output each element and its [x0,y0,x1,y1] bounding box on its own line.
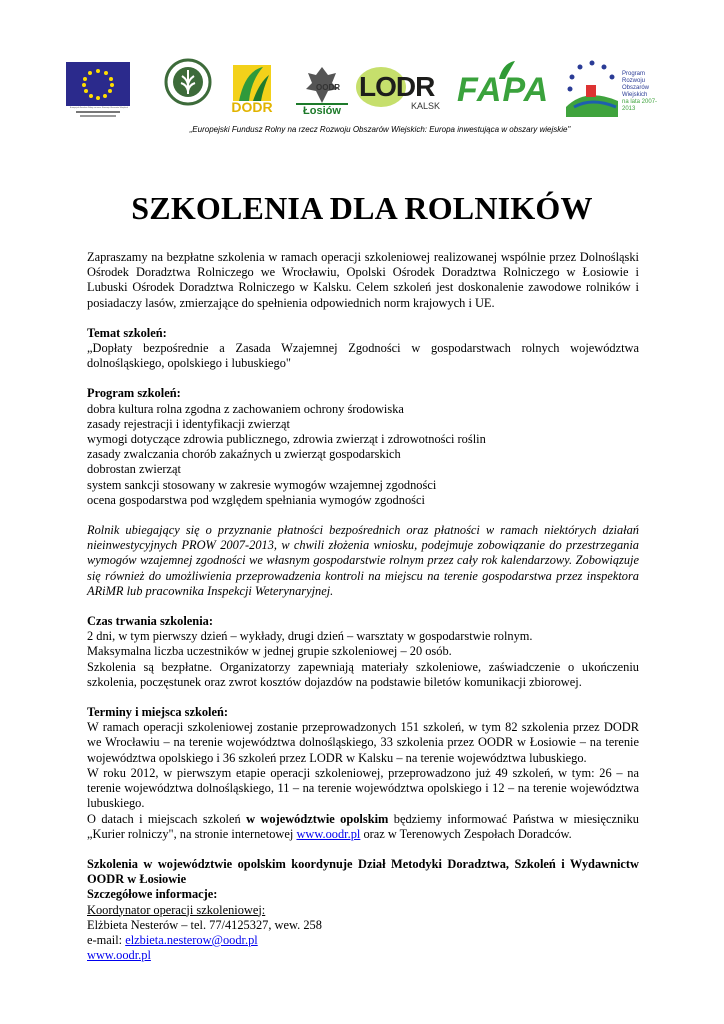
program-item: zasady rejestracji i identyfikacji zwierząt [87,416,290,431]
terms-paragraph-3 [87,812,639,842]
email-link[interactable]: elzbieta.nesterow@oodr.pl [125,932,258,947]
page-title: SZKOLENIA DLA ROLNIKÓW [131,190,593,226]
terms-p3-bold: w województwie opolskim [246,811,389,826]
fapa-label: FAPA [457,71,550,109]
terms-paragraph-2: W roku 2012, w pierwszym etapie operacji szkoleniowej, przeprowadzono już 49 szkoleń, w tym: 26 – na terenie województwa dolnośląskiego, 11 – na terenie województwa opolskiego i 12 – na terenie województwa lubuskiego. [87,765,639,811]
program-heading-text: Program szkoleń: [87,386,181,401]
prow-line-4: Wiejskich [622,92,648,98]
losiow-label: Łosiów [296,103,348,117]
program-item: zasady zwalczania chorób zakaźnych u zwierząt gospodarskich [87,447,401,462]
prow-line-2: Rozwoju [622,78,646,84]
prow-line-3: Obszarów [622,85,650,91]
duration-heading [87,614,639,629]
program-item: system sankcji stosowany w zakresie wymogów wzajemnej zgodności [87,477,437,492]
duration-line-1: 2 dni, w tym pierwszy dzień – wykłady, drugi dzień – warsztaty w gospodarstwie rolnym. [87,629,533,644]
logo-bar [0,55,724,125]
lodr-logo [355,65,441,113]
program-item: ocena gospodarstwa pod względem spełniania wymogów zgodności [87,492,425,507]
topic-heading-text: Temat szkoleń: [87,325,167,340]
intro-paragraph: Zapraszamy na bezpłatne szkolenia w ramach operacji szkoleniowej realizowanej wspólnie przez Dolnośląski Ośrodek Doradztwa Rolniczego we Wrocławiu, Opolski Ośrodek Doradztwa Rolniczego w Łosiowie i Lubuski Ośrodek Doradztwa Rolniczego w Kalsku. Celem szkoleń jest doskonalenie zawodowe rolników i posiadaczy lasów, zmierzające do spełnienia odpowiednich norm krajowych i UE. [87,250,639,310]
oodr-label: OODR [316,83,340,92]
dodr-label: DODR [231,99,273,115]
duration-line-2: Maksymalna liczba uczestników w jednej grupie szkoleniowej – 20 osób. [87,644,452,659]
prow-text [622,71,660,113]
eu-flag-logo [66,62,130,120]
kalsk-label: KALSK [411,101,441,111]
website-line [87,948,639,963]
prow-line-5: na lata 2007-2013 [622,99,658,112]
terms-p3-a: O datach i miejscach szkoleń [87,811,247,826]
terms-heading-text: Terminy i miejsca szkoleń: [87,705,228,720]
program-item: dobra kultura rolna zgodna z zachowaniem ochrony środowiska [87,401,404,416]
details-heading-text: Szczegółowe informacje: [87,887,218,902]
ministry-seal-logo [164,58,212,106]
eu-flag-caption: Europejski Fundusz Rolny na rzecz Rozwoju Obszarów Wiejskich [69,107,129,109]
coordinator-label [87,903,639,918]
duration-line-3: Szkolenia są bezpłatne. Organizatorzy zapewniają materiały szkoleniowe, zaświadczenie o ukończeniu szkolenia, poczęstunek oraz zwrot kosztów dojazdów na podstawie biletów komunikacji zbiorowej. [87,659,639,689]
email-label: e-mail: [87,932,126,947]
oodr-logo [296,63,348,119]
fapa-logo [455,59,551,113]
email-line [87,933,639,948]
terms-p3-c: oraz w Terenowych Zespołach Doradców. [360,826,572,841]
header-caption: „Europejski Fundusz Rolny na rzecz Rozwoju Obszarów Wiejskich: Europa inwestująca w obszary wiejskie" [189,125,571,134]
document-body [87,250,639,963]
website-link[interactable]: www.oodr.pl [87,948,151,963]
prow-logo [560,57,660,121]
duration-heading-text: Czas trwania szkolenia: [87,614,213,629]
details-heading [87,887,639,902]
italic-note: Rolnik ubiegający się o przyznanie płatności bezpośrednich oraz płatności w ramach niektórych działań nieinwestycyjnych PROW 2007-2013, w chwili złożenia wniosku, podejmuje zobowiązanie do przestrzegania wymogów wzajemnej zgodności we własnym gospodarstwie rolnym przez cały rok kalendarzowy. Zobowiązuje się również do umożliwienia przeprowadzenia kontroli na miejscu na terenie gospodarstwa przez inspektora ARiMR lub pracownika Inspekcji Weterynaryjnej. [87,523,639,598]
program-item: wymogi dotyczące zdrowia publicznego, zdrowia zwierząt i zdrowotności roślin [87,432,486,447]
prow-line-1: Program [622,71,646,77]
dodr-logo [229,61,275,117]
coordination-info [87,857,639,887]
coordinator-label-text: Koordynator operacji szkoleniowej: [87,902,266,917]
program-item: dobrostan zwierząt [87,462,181,477]
terms-heading [87,705,639,720]
coordination-text: Szkolenia w województwie opolskim koordynuje Dział Metodyki Doradztwa, Szkoleń i Wydawnictw OODR w Łosiowie [87,856,639,887]
terms-paragraph-1: W ramach operacji szkoleniowej zostanie przeprowadzonych 151 szkoleń, w tym 82 szkolenia przez DODR we Wrocławiu – na terenie województwa dolnośląskiego, 33 szkolenia przez OODR w Łosiowie – na terenie województwa opolskiego i 36 szkoleń przez LODR w Kalsku – na terenie województwa lubuskiego. [87,720,639,765]
topic-heading [87,326,639,341]
lodr-label: LODR [359,71,435,102]
terms-p3-b: będziemy informować Państwa w miesięczniku „Kurier rolniczy", na stronie internetowej [87,811,639,841]
program-heading [87,386,639,401]
coordinator-person: Elżbieta Nesterów – tel. 77/4125327, wew. 258 [87,917,322,932]
oodr-website-link[interactable]: www.oodr.pl [296,826,361,841]
topic-text: „Dopłaty bezpośrednie a Zasada Wzajemnej Zgodności w gospodarstwach rolnych województwa dolnośląskiego, opolskiego i lubuskiego" [87,341,639,371]
